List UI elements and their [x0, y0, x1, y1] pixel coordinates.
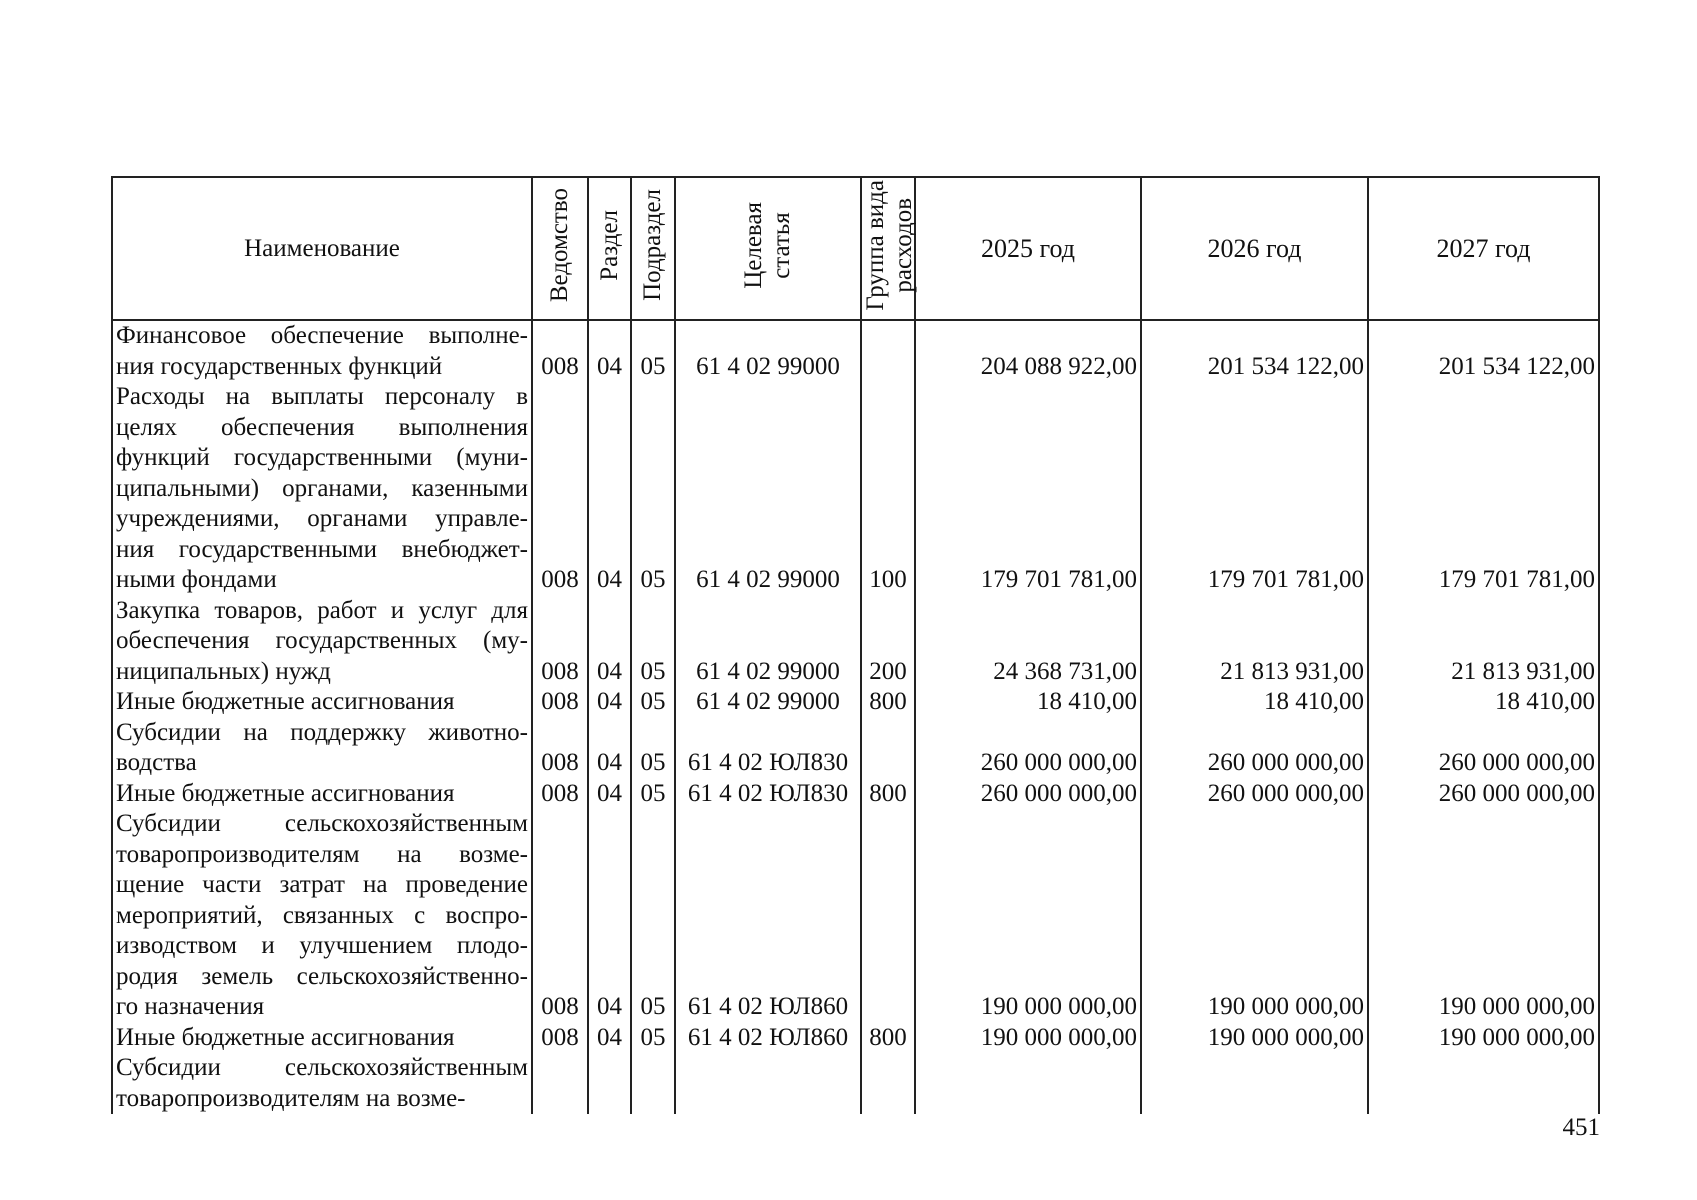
cell-expense-group: 800 — [861, 1023, 915, 1054]
cell-department: 008 — [532, 687, 588, 718]
table-row — [112, 320, 1599, 382]
table-row — [112, 809, 1599, 1023]
cell-target-article: 61 4 02 ЮЛ830 — [675, 779, 861, 810]
cell-year-2025: 24 368 731,00 — [915, 596, 1141, 688]
header-year-2027: 2027 год — [1368, 177, 1599, 320]
table-row — [112, 596, 1599, 688]
header-expense-group-label: Группа вида расходов — [862, 179, 917, 311]
cell-expense-group — [861, 809, 915, 1023]
name-line: Субсидии на поддержку животно- — [116, 718, 528, 746]
table-row — [112, 1053, 1599, 1114]
name-line: водства — [116, 749, 197, 776]
cell-department: 008 — [532, 596, 588, 688]
cell-year-2027: 18 410,00 — [1368, 687, 1599, 718]
cell-target-article: 61 4 02 99000 — [675, 596, 861, 688]
cell-expense-group — [861, 320, 915, 382]
name-line: обеспечения государственных (му- — [116, 627, 528, 654]
cell-department: 008 — [532, 779, 588, 810]
cell-expense-group: 200 — [861, 596, 915, 688]
cell-subsection: 05 — [631, 809, 675, 1023]
cell-name — [112, 1053, 532, 1114]
cell-year-2027 — [1368, 1053, 1599, 1114]
cell-section: 04 — [588, 382, 631, 596]
header-section-label: Раздел — [595, 209, 623, 281]
name-line: ципальными) органами, казенными — [116, 474, 528, 502]
header-expense-group — [861, 177, 915, 320]
cell-year-2026: 260 000 000,00 — [1141, 779, 1368, 810]
cell-year-2025: 204 088 922,00 — [915, 320, 1141, 382]
cell-target-article: 61 4 02 99000 — [675, 320, 861, 382]
name-line: Иные бюджетные ассигнования — [116, 688, 455, 715]
header-year-2026: 2026 год — [1141, 177, 1368, 320]
cell-year-2026: 190 000 000,00 — [1141, 1023, 1368, 1054]
cell-subsection: 05 — [631, 687, 675, 718]
cell-target-article: 61 4 02 99000 — [675, 382, 861, 596]
table-header — [112, 177, 1599, 320]
cell-year-2026: 21 813 931,00 — [1141, 596, 1368, 688]
cell-year-2025: 260 000 000,00 — [915, 718, 1141, 779]
cell-subsection: 05 — [631, 596, 675, 688]
cell-department: 008 — [532, 320, 588, 382]
header-department — [532, 177, 588, 320]
header-department-label: Ведомство — [546, 187, 573, 303]
table-row — [112, 1023, 1599, 1054]
cell-section: 04 — [588, 596, 631, 688]
cell-year-2026: 18 410,00 — [1141, 687, 1368, 718]
cell-subsection — [631, 1053, 675, 1114]
cell-year-2025: 190 000 000,00 — [915, 809, 1141, 1023]
name-line: Субсидии сельскохозяйственным — [116, 1054, 528, 1081]
header-row — [112, 177, 1599, 320]
cell-year-2026: 260 000 000,00 — [1141, 718, 1368, 779]
cell-year-2025: 18 410,00 — [915, 687, 1141, 718]
header-subsection-label: Подраздел — [639, 189, 666, 301]
header-section — [588, 177, 631, 320]
name-line: ния государственными внебюджет- — [116, 535, 528, 563]
table-row — [112, 718, 1599, 779]
cell-year-2027: 260 000 000,00 — [1368, 718, 1599, 779]
header-subsection — [631, 177, 675, 320]
cell-name — [112, 1023, 532, 1054]
cell-section: 04 — [588, 320, 631, 382]
name-line: мероприятий, связанных с воспро- — [116, 901, 528, 929]
table-body — [112, 320, 1599, 1114]
name-line: родия земель сельскохозяйственно- — [116, 962, 528, 990]
name-line: го назначения — [116, 993, 265, 1020]
cell-year-2026: 190 000 000,00 — [1141, 809, 1368, 1023]
name-line: Иные бюджетные ассигнования — [116, 1023, 455, 1051]
cell-section: 04 — [588, 1023, 631, 1054]
cell-section: 04 — [588, 687, 631, 718]
cell-year-2027: 179 701 781,00 — [1368, 382, 1599, 596]
cell-section — [588, 1053, 631, 1114]
cell-year-2025 — [915, 1053, 1141, 1114]
name-line: Финансовое обеспечение выполне- — [116, 322, 528, 349]
cell-department: 008 — [532, 1023, 588, 1054]
cell-name — [112, 320, 532, 382]
name-line: ния государственных функций — [116, 352, 443, 380]
cell-year-2027: 260 000 000,00 — [1368, 779, 1599, 810]
cell-department: 008 — [532, 382, 588, 596]
cell-year-2027: 201 534 122,00 — [1368, 320, 1599, 382]
cell-year-2026 — [1141, 1053, 1368, 1114]
cell-year-2025: 190 000 000,00 — [915, 1023, 1141, 1054]
cell-expense-group: 800 — [861, 779, 915, 810]
budget-expenditure-table — [111, 176, 1600, 1114]
cell-year-2026: 201 534 122,00 — [1141, 320, 1368, 382]
cell-year-2027: 21 813 931,00 — [1368, 596, 1599, 688]
cell-expense-group: 100 — [861, 382, 915, 596]
cell-target-article: 61 4 02 ЮЛ860 — [675, 1023, 861, 1054]
header-target-article — [675, 177, 861, 320]
cell-expense-group: 800 — [861, 687, 915, 718]
name-line: изводством и улучшением плодо- — [116, 932, 528, 959]
name-line: товаропроизводителям на возме- — [116, 1084, 466, 1112]
cell-name — [112, 596, 532, 688]
cell-department — [532, 1053, 588, 1114]
header-year-2025: 2025 год — [915, 177, 1141, 320]
name-line: Субсидии сельскохозяйственным — [116, 810, 528, 837]
table-row — [112, 779, 1599, 810]
cell-name — [112, 718, 532, 779]
cell-section: 04 — [588, 718, 631, 779]
cell-section: 04 — [588, 809, 631, 1023]
name-line: щение части затрат на проведение — [116, 871, 528, 898]
name-line: товаропроизводителям на возме- — [116, 840, 528, 868]
table-row — [112, 382, 1599, 596]
cell-expense-group — [861, 718, 915, 779]
cell-name — [112, 382, 532, 596]
name-line: ниципальных) нужд — [116, 657, 331, 685]
cell-subsection: 05 — [631, 718, 675, 779]
name-line: функций государственными (муни- — [116, 444, 528, 471]
header-target-article-label: Целевая статья — [740, 201, 795, 289]
cell-target-article: 61 4 02 ЮЛ860 — [675, 809, 861, 1023]
cell-expense-group — [861, 1053, 915, 1114]
cell-subsection: 05 — [631, 320, 675, 382]
cell-target-article: 61 4 02 99000 — [675, 687, 861, 718]
cell-name — [112, 809, 532, 1023]
table-row — [112, 687, 1599, 718]
cell-year-2027: 190 000 000,00 — [1368, 809, 1599, 1023]
name-line: ными фондами — [116, 566, 277, 593]
cell-target-article: 61 4 02 ЮЛ830 — [675, 718, 861, 779]
cell-year-2027: 190 000 000,00 — [1368, 1023, 1599, 1054]
cell-year-2026: 179 701 781,00 — [1141, 382, 1368, 596]
header-name: Наименование — [112, 177, 532, 320]
cell-section: 04 — [588, 779, 631, 810]
name-line: Расходы на выплаты персоналу в — [116, 383, 528, 410]
cell-name — [112, 779, 532, 810]
cell-department: 008 — [532, 809, 588, 1023]
cell-subsection: 05 — [631, 382, 675, 596]
name-line: Закупка товаров, работ и услуг для — [116, 596, 528, 624]
cell-target-article — [675, 1053, 861, 1114]
cell-year-2025: 260 000 000,00 — [915, 779, 1141, 810]
cell-subsection: 05 — [631, 779, 675, 810]
cell-subsection: 05 — [631, 1023, 675, 1054]
page-number: 451 — [1562, 1114, 1600, 1141]
cell-name — [112, 687, 532, 718]
name-line: учреждениями, органами управле- — [116, 505, 528, 532]
name-line: Иные бюджетные ассигнования — [116, 779, 455, 807]
cell-department: 008 — [532, 718, 588, 779]
name-line: целях обеспечения выполнения — [116, 413, 528, 441]
cell-year-2025: 179 701 781,00 — [915, 382, 1141, 596]
